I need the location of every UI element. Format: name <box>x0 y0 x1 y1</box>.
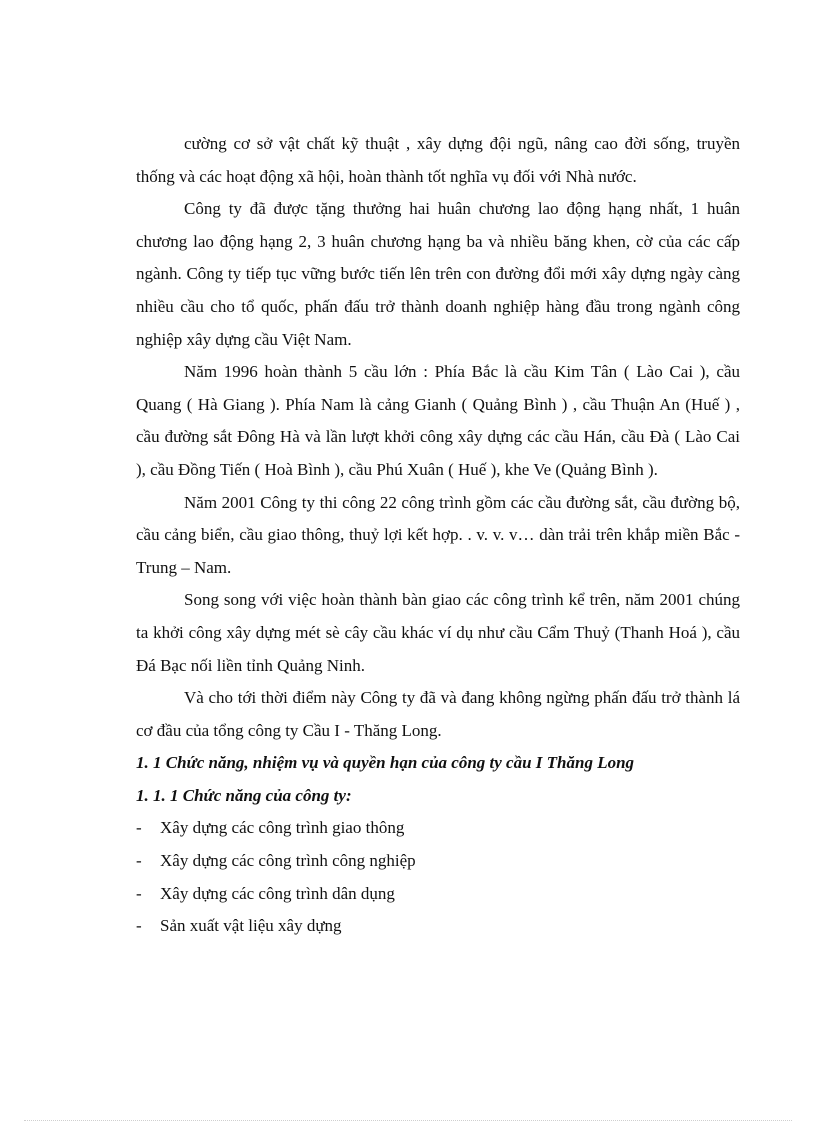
list-item <box>136 878 740 911</box>
function-list <box>136 812 740 942</box>
list-item <box>136 845 740 878</box>
paragraph-awards: Công ty đã được tặng thưởng hai huân chương lao động hạng nhất, 1 huân chương lao động hạng 2, 3 huân chương hạng ba và nhiều băng khen, cờ của các cấp ngành. Công ty tiếp tục vững bước tiến lên trên con đường đổi mới xây dựng ngày càng nhiều cầu cho tổ quốc, phấn đấu trở thành doanh nghiệp hàng đầu trong ngành công nghiệp xây dựng cầu Việt Nam. <box>136 199 740 349</box>
list-bullet: - <box>136 916 142 936</box>
list-item-text: Xây dựng các công trình công nghiệp <box>160 851 416 871</box>
document-page <box>136 128 740 943</box>
list-item-text: Xây dựng các công trình giao thông <box>160 818 405 838</box>
paragraph-2001-projects: Năm 2001 Công ty thi công 22 công trình gồm các cầu đường sắt, cầu đường bộ, cầu cảng biển, cầu giao thông, thuỷ lợi kết hợp. . v. v. v… dàn trải trên khắp miền Bắc - Trung – Nam. <box>136 492 740 577</box>
list-item-text: Sản xuất vật liệu xây dựng <box>160 916 342 936</box>
paragraph-2001-new-bridges: Song song với việc hoàn thành bàn giao các công trình kể trên, năm 2001 chúng ta khởi công xây dựng mét sè cây cầu khác ví dụ như cầu Cẩm Thuỷ (Thanh Hoá ), cầu Đá Bạc nối liền tỉnh Quảng Ninh. <box>136 590 740 675</box>
list-bullet: - <box>136 818 142 838</box>
section-heading: 1. 1 Chức năng, nhiệm vụ và quyền hạn của công ty cầu I Thăng Long <box>136 753 635 773</box>
paragraph-infrastructure: cường cơ sở vật chất kỹ thuật , xây dựng đội ngũ, nâng cao đời sống, truyền thống và các hoạt động xã hội, hoàn thành tốt nghĩa vụ đối với Nhà nước. <box>136 134 740 186</box>
list-item <box>136 812 740 845</box>
list-bullet: - <box>136 883 142 903</box>
subsection-heading: 1. 1. 1 Chức năng của công ty: <box>136 785 352 805</box>
paragraph-current: Và cho tới thời điểm này Công ty đã và đang không ngừng phấn đấu trở thành lá cơ đầu của tổng công ty Cầu I - Thăng Long. <box>136 688 740 740</box>
paragraph-1996: Năm 1996 hoàn thành 5 cầu lớn : Phía Bắc là cầu Kim Tân ( Lào Cai ), cầu Quang ( Hà Giang ). Phía Nam là cảng Gianh ( Quảng Bình ) , cầu Thuận An (Huế ) , cầu đường sắt Đông Hà và lần lượt khởi công xây dựng các cầu Hán, cầu Đà ( Lào Cai ), cầu Đồng Tiến ( Hoà Bình ), cầu Phú Xuân ( Huế ), khe Ve (Quảng Bình ). <box>136 362 740 479</box>
list-bullet: - <box>136 851 142 871</box>
list-item <box>136 910 740 943</box>
page-bottom-divider <box>24 1120 792 1121</box>
list-item-text: Xây dựng các công trình dân dụng <box>160 883 395 903</box>
